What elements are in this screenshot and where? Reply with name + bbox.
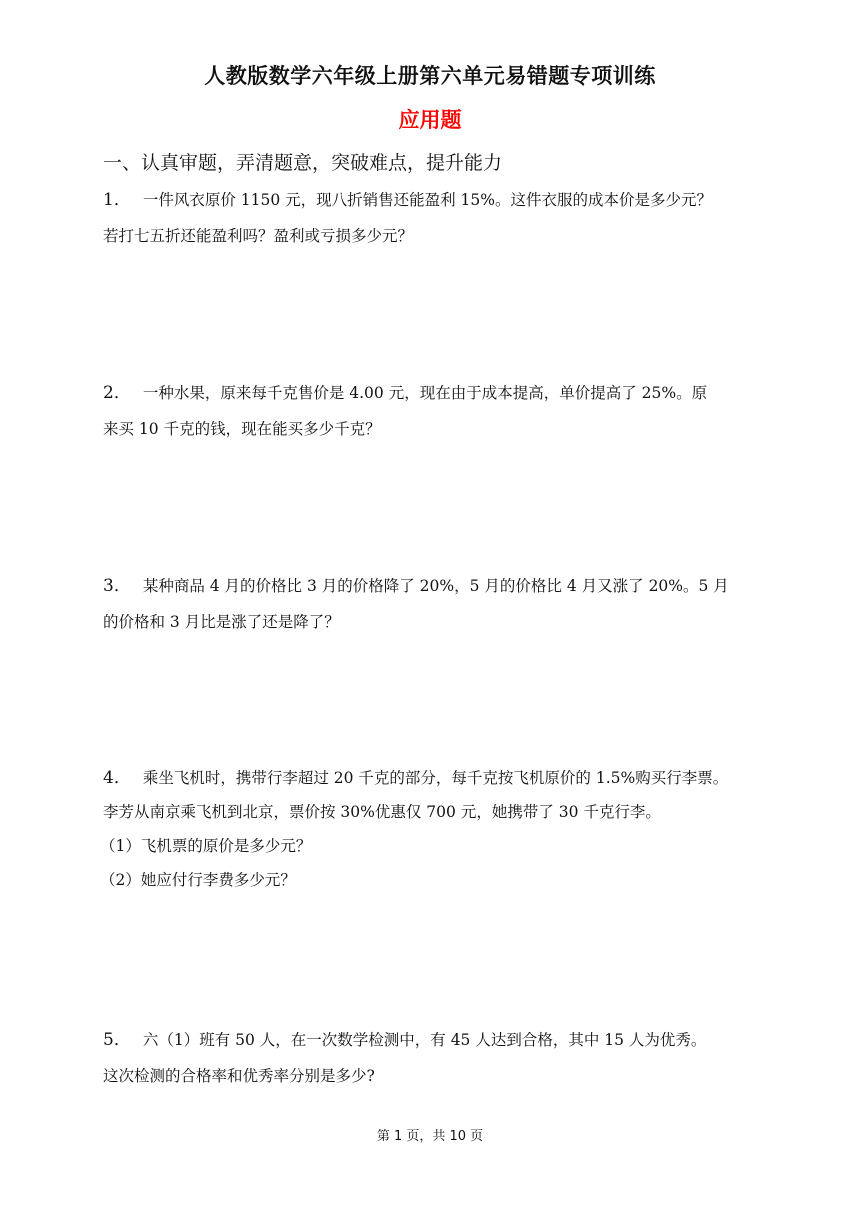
document-subtitle: 应用题 [398, 108, 462, 132]
question-1 [103, 182, 763, 254]
question-1-line-1 [103, 182, 763, 218]
question-4-subquestion-1: （1）飞机票的原价是多少元？ [100, 837, 312, 855]
question-5 [103, 1022, 763, 1094]
question-3 [103, 568, 763, 640]
page-footer: 第 1 页，共 10 页 [376, 1129, 484, 1144]
question-2-line-2: 来买 10 千克的钱，现在能买多少千克？ [103, 420, 381, 438]
section-heading: 一、认真审题，弄清题意，突破难点，提升能力 [103, 152, 503, 174]
question-number: 5． [103, 1030, 131, 1050]
question-text: 乘坐飞机时，携带行李超过 20 千克的部分，每千克按飞机原价的 1.5%购买行李票。 [142, 769, 729, 787]
question-4-line-2: 李芳从南京乘飞机到北京，票价按 30%优惠仅 700 元，她携带了 30 千克行李。 [103, 803, 661, 821]
question-number: 1． [103, 190, 131, 210]
question-text: 一种水果，原来每千克售价是 4.00 元，现在由于成本提高，单价提高了 25%。原 [142, 384, 708, 402]
question-3-line-1 [103, 568, 763, 604]
question-text: 一件风衣原价 1150 元，现八折销售还能盈利 15%。这件衣服的成本价是多少元？ [142, 191, 713, 209]
question-4-line-1 [103, 761, 763, 795]
question-2-line-1 [103, 375, 763, 411]
question-4 [100, 761, 763, 897]
question-5-line-1 [103, 1022, 763, 1058]
question-number: 2． [103, 383, 131, 403]
question-number: 4． [103, 768, 131, 788]
question-4-subquestion-2: （2）她应付行李费多少元？ [100, 871, 296, 889]
question-3-line-2: 的价格和 3 月比是涨了还是降了？ [103, 613, 340, 631]
question-number: 3． [103, 576, 131, 596]
question-text: 某种商品 4 月的价格比 3 月的价格降了 20%，5 月的价格比 4 月又涨了 20%。5 月 [142, 577, 729, 595]
question-1-line-2: 若打七五折还能盈利吗？盈利或亏损多少元？ [103, 227, 414, 245]
question-2 [103, 375, 763, 447]
question-5-line-2: 这次检测的合格率和优秀率分别是多少? [103, 1067, 375, 1085]
document-title: 人教版数学六年级上册第六单元易错题专项训练 [204, 64, 656, 88]
question-text: 六（1）班有 50 人，在一次数学检测中，有 45 人达到合格，其中 15 人为优秀。 [142, 1031, 707, 1049]
